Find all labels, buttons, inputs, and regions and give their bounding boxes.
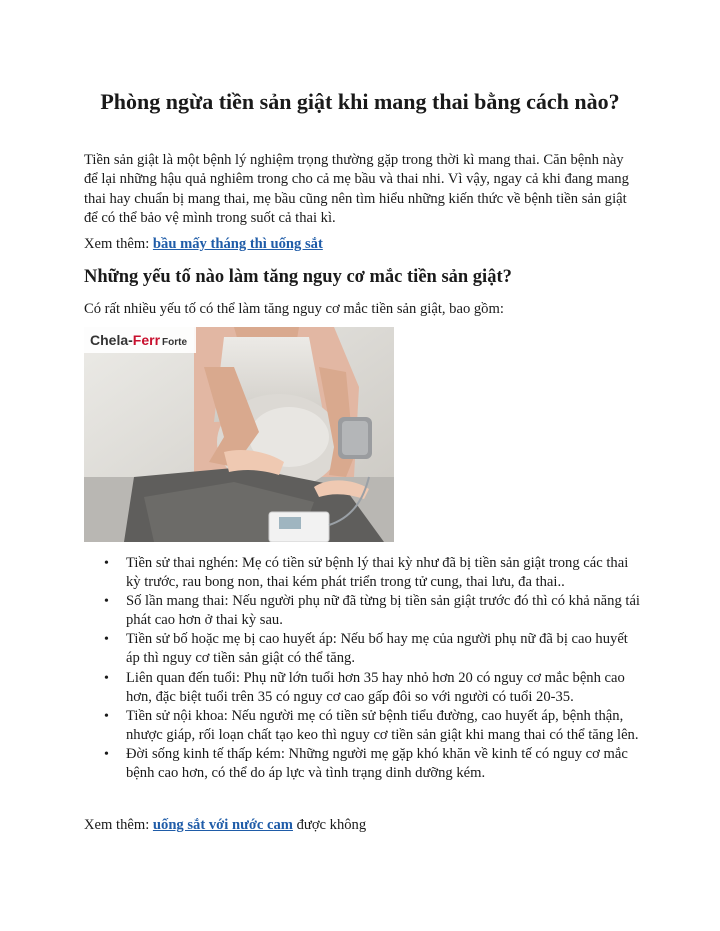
page-title: Phòng ngừa tiền sản giật khi mang thai bằng cách nào? [100, 89, 620, 114]
section-heading: Những yếu tố nào làm tăng nguy cơ mắc tiền sản giật? [84, 267, 512, 287]
see-also-1-link[interactable]: bầu mấy tháng thì uống sắt [152, 236, 323, 252]
bullet-icon: • [104, 670, 109, 686]
pregnant-woman-illustration [84, 327, 394, 542]
see-also-2-link[interactable]: uống sắt với nước cam [152, 817, 293, 833]
bullet-icon: • [104, 708, 109, 724]
see-also-2 [84, 816, 640, 835]
list-item [84, 630, 640, 668]
lead-paragraph: Có rất nhiều yếu tố có thể làm tăng nguy cơ mắc tiền sản giật, bao gồm: [84, 301, 504, 317]
list-item-text: Liên quan đến tuổi: Phụ nữ lớn tuổi hơn 35 hay nhỏ hơn 20 có nguy cơ mắc bệnh cao hơn, đặc biệt tuổi trên 35 có nguy cơ cao gấp đôi so với người có tuổi 20-35. [126, 669, 625, 705]
risk-factor-list [84, 554, 640, 783]
list-item [84, 592, 640, 630]
bullet-icon: • [104, 556, 109, 571]
logo-forte: Forte [162, 337, 187, 348]
list-item-text: Đời sống kinh tế thấp kém: Những người mẹ gặp khó khăn về kinh tế có nguy cơ mắc bệnh cao hơn, có thể do áp lực và tình trạng dinh dưỡng kém. [126, 745, 628, 782]
list-item-text: Tiền sử thai nghén: Mẹ có tiền sử bệnh lý thai kỳ như đã bị tiền sản giật trong các thai kỳ trước, rau bong non, thai kém phát triển trong tử cung, thai lưu, đa thai.. [126, 555, 629, 591]
pregnant-woman-image [84, 327, 394, 542]
list-item-text: Tiền sử nội khoa: Nếu người mẹ có tiền sử bệnh tiểu đường, cao huyết áp, bệnh thận, nhược giáp, rối loạn chất tạo keo thì nguy cơ tiền sản giật khi mang thai có thể tăng lên. [126, 707, 639, 743]
see-also-1 [84, 235, 640, 254]
list-item-text: Số lần mang thai: Nếu người phụ nữ đã từng bị tiền sản giật trước đó thì có khả năng tái phát cao hơn ở thai kỳ sau. [126, 593, 640, 629]
list-item-text: Tiền sử bố hoặc mẹ bị cao huyết áp: Nếu bố hay mẹ của người phụ nữ đã bị cao huyết áp thì nguy cơ tiền sản giật có thể tăng. [126, 631, 628, 667]
bullet-icon: • [104, 746, 109, 762]
list-item [84, 707, 640, 745]
see-also-2-prefix: Xem thêm: [84, 817, 153, 833]
list-item [84, 554, 640, 592]
list-item [84, 669, 640, 707]
list-item [84, 745, 640, 783]
bullet-icon: • [104, 594, 109, 610]
bullet-icon: • [104, 632, 109, 648]
see-also-1-prefix: Xem thêm: [84, 236, 153, 252]
see-also-2-suffix: được không [292, 817, 367, 833]
logo-text: Chela-Ferr [90, 332, 161, 348]
intro-paragraph: Tiền sản giật là một bệnh lý nghiệm trọng thường gặp trong thời kì mang thai. Căn bệnh này để lại những hậu quả nghiêm trong cho cả mẹ bầu và thai nhi. Vì vậy, ngay cả khi đang mang thai hay chuẩn bị mang thai, mẹ bầu cũng nên tìm hiểu những kiến thức về bệnh tiền sản giật để có thể bảo vệ mình trong suốt cả thai kì. [84, 152, 629, 227]
